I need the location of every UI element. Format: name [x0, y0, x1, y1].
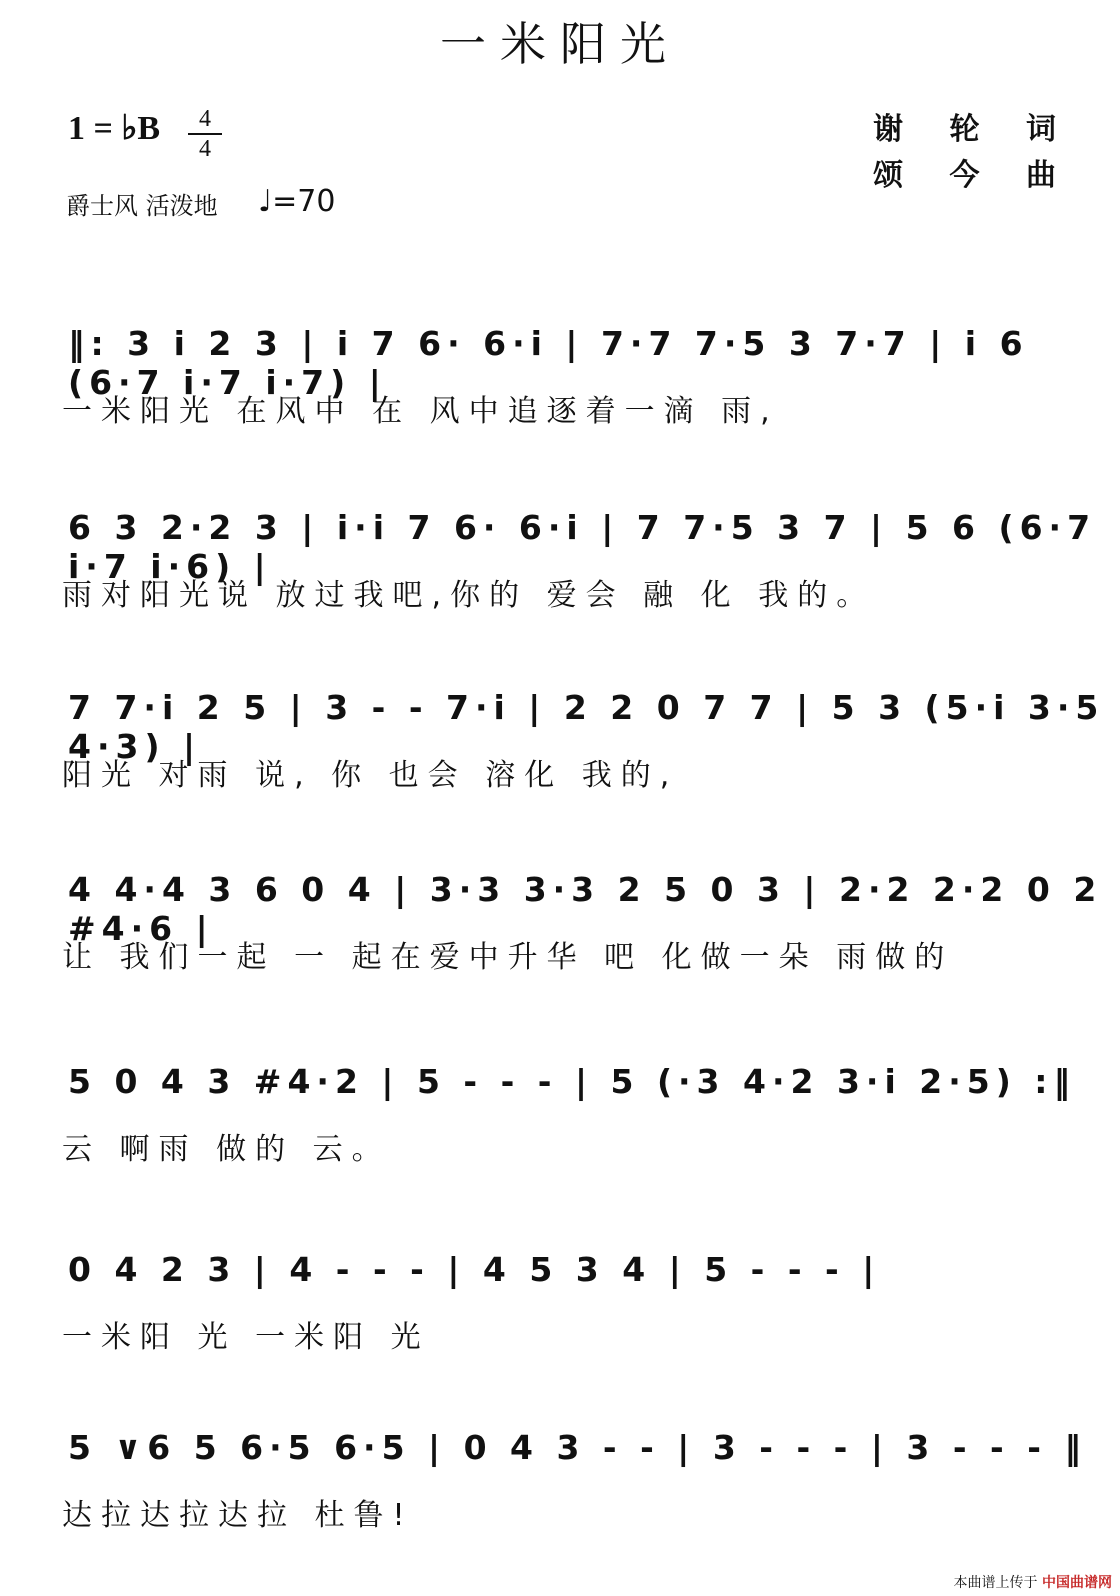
score-system-2	[0, 508, 1120, 648]
notes-line: 4 4·4 3 6 0 4 | 3·3 3·3 2 5 0 3 | 2·2 2·2 0 2 #4·6 |	[68, 870, 1103, 948]
footer-text: 本曲谱上传于	[953, 1575, 1038, 1591]
lyrics-line: 雨对阳光说 放过我吧,你的 爱会 融 化 我的。	[62, 578, 876, 613]
lyrics-line: 达拉达拉达拉 杜鲁!	[62, 1498, 414, 1533]
time-signature-top: 4	[199, 106, 211, 132]
song-title: 一米阳光	[440, 17, 680, 71]
notes-line: 5 ∨6 5 6·5 6·5 | 0 4 3 - - | 3 - - - | 3 - - - ‖	[68, 1428, 1087, 1467]
notes-line: 6 3 2·2 3 | i·i 7 6· 6·i | 7 7·5 3 7 | 5 6 (6·7 i·7 i·6) |	[68, 508, 1097, 586]
lyrics-line: 阳光 对雨 说, 你 也会 溶化 我的,	[62, 758, 679, 793]
tempo-marking: ♩=70	[258, 184, 336, 219]
lyrics-line: 让 我们一起 一 起在爱中升华 吧 化做一朵 雨做的	[62, 940, 954, 975]
style-marking: 爵士风 活泼地	[66, 192, 218, 220]
time-signature-bar	[188, 133, 222, 135]
lyrics-line: 云 啊雨 做的 云。	[62, 1132, 391, 1167]
score-system-1	[0, 324, 1120, 464]
score-system-3	[0, 688, 1120, 828]
notes-line: ‖: 3 i 2 3 | i 7 6· 6·i | 7·7 7·5 3 7·7 | i 6 (6·7 i·7 i·7) |	[68, 324, 1029, 402]
time-signature-bottom: 4	[199, 136, 211, 162]
footer-brand[interactable]: 中国曲谱网	[1042, 1575, 1112, 1591]
time-signature	[188, 106, 222, 162]
notes-line: 5 0 4 3 #4·2 | 5 - - - | 5 (·3 4·2 3·i 2·5) :‖	[68, 1062, 1076, 1101]
lyricist-credit: 谢 轮 词	[873, 112, 1074, 147]
lyrics-line: 一米阳光 在风中 在 风中追逐着一滴 雨,	[62, 394, 779, 429]
footer-credit	[954, 1572, 1112, 1592]
lyrics-line: 一米阳 光 一米阳 光	[62, 1320, 430, 1355]
score-system-4	[0, 870, 1120, 1010]
notes-line: 7 7·i 2 5 | 3 - - 7·i | 2 2 0 7 7 | 5 3 (5·i 3·5 4·3) |	[68, 688, 1105, 766]
score-system-5	[0, 1062, 1120, 1202]
score-system-7	[0, 1428, 1120, 1568]
score-system-6	[0, 1250, 1120, 1390]
key-signature: 1 = ♭B	[68, 110, 161, 147]
composer-credit: 颂 今 曲	[873, 158, 1074, 193]
notes-line: 0 4 2 3 | 4 - - - | 4 5 3 4 | 5 - - - |	[68, 1250, 881, 1289]
